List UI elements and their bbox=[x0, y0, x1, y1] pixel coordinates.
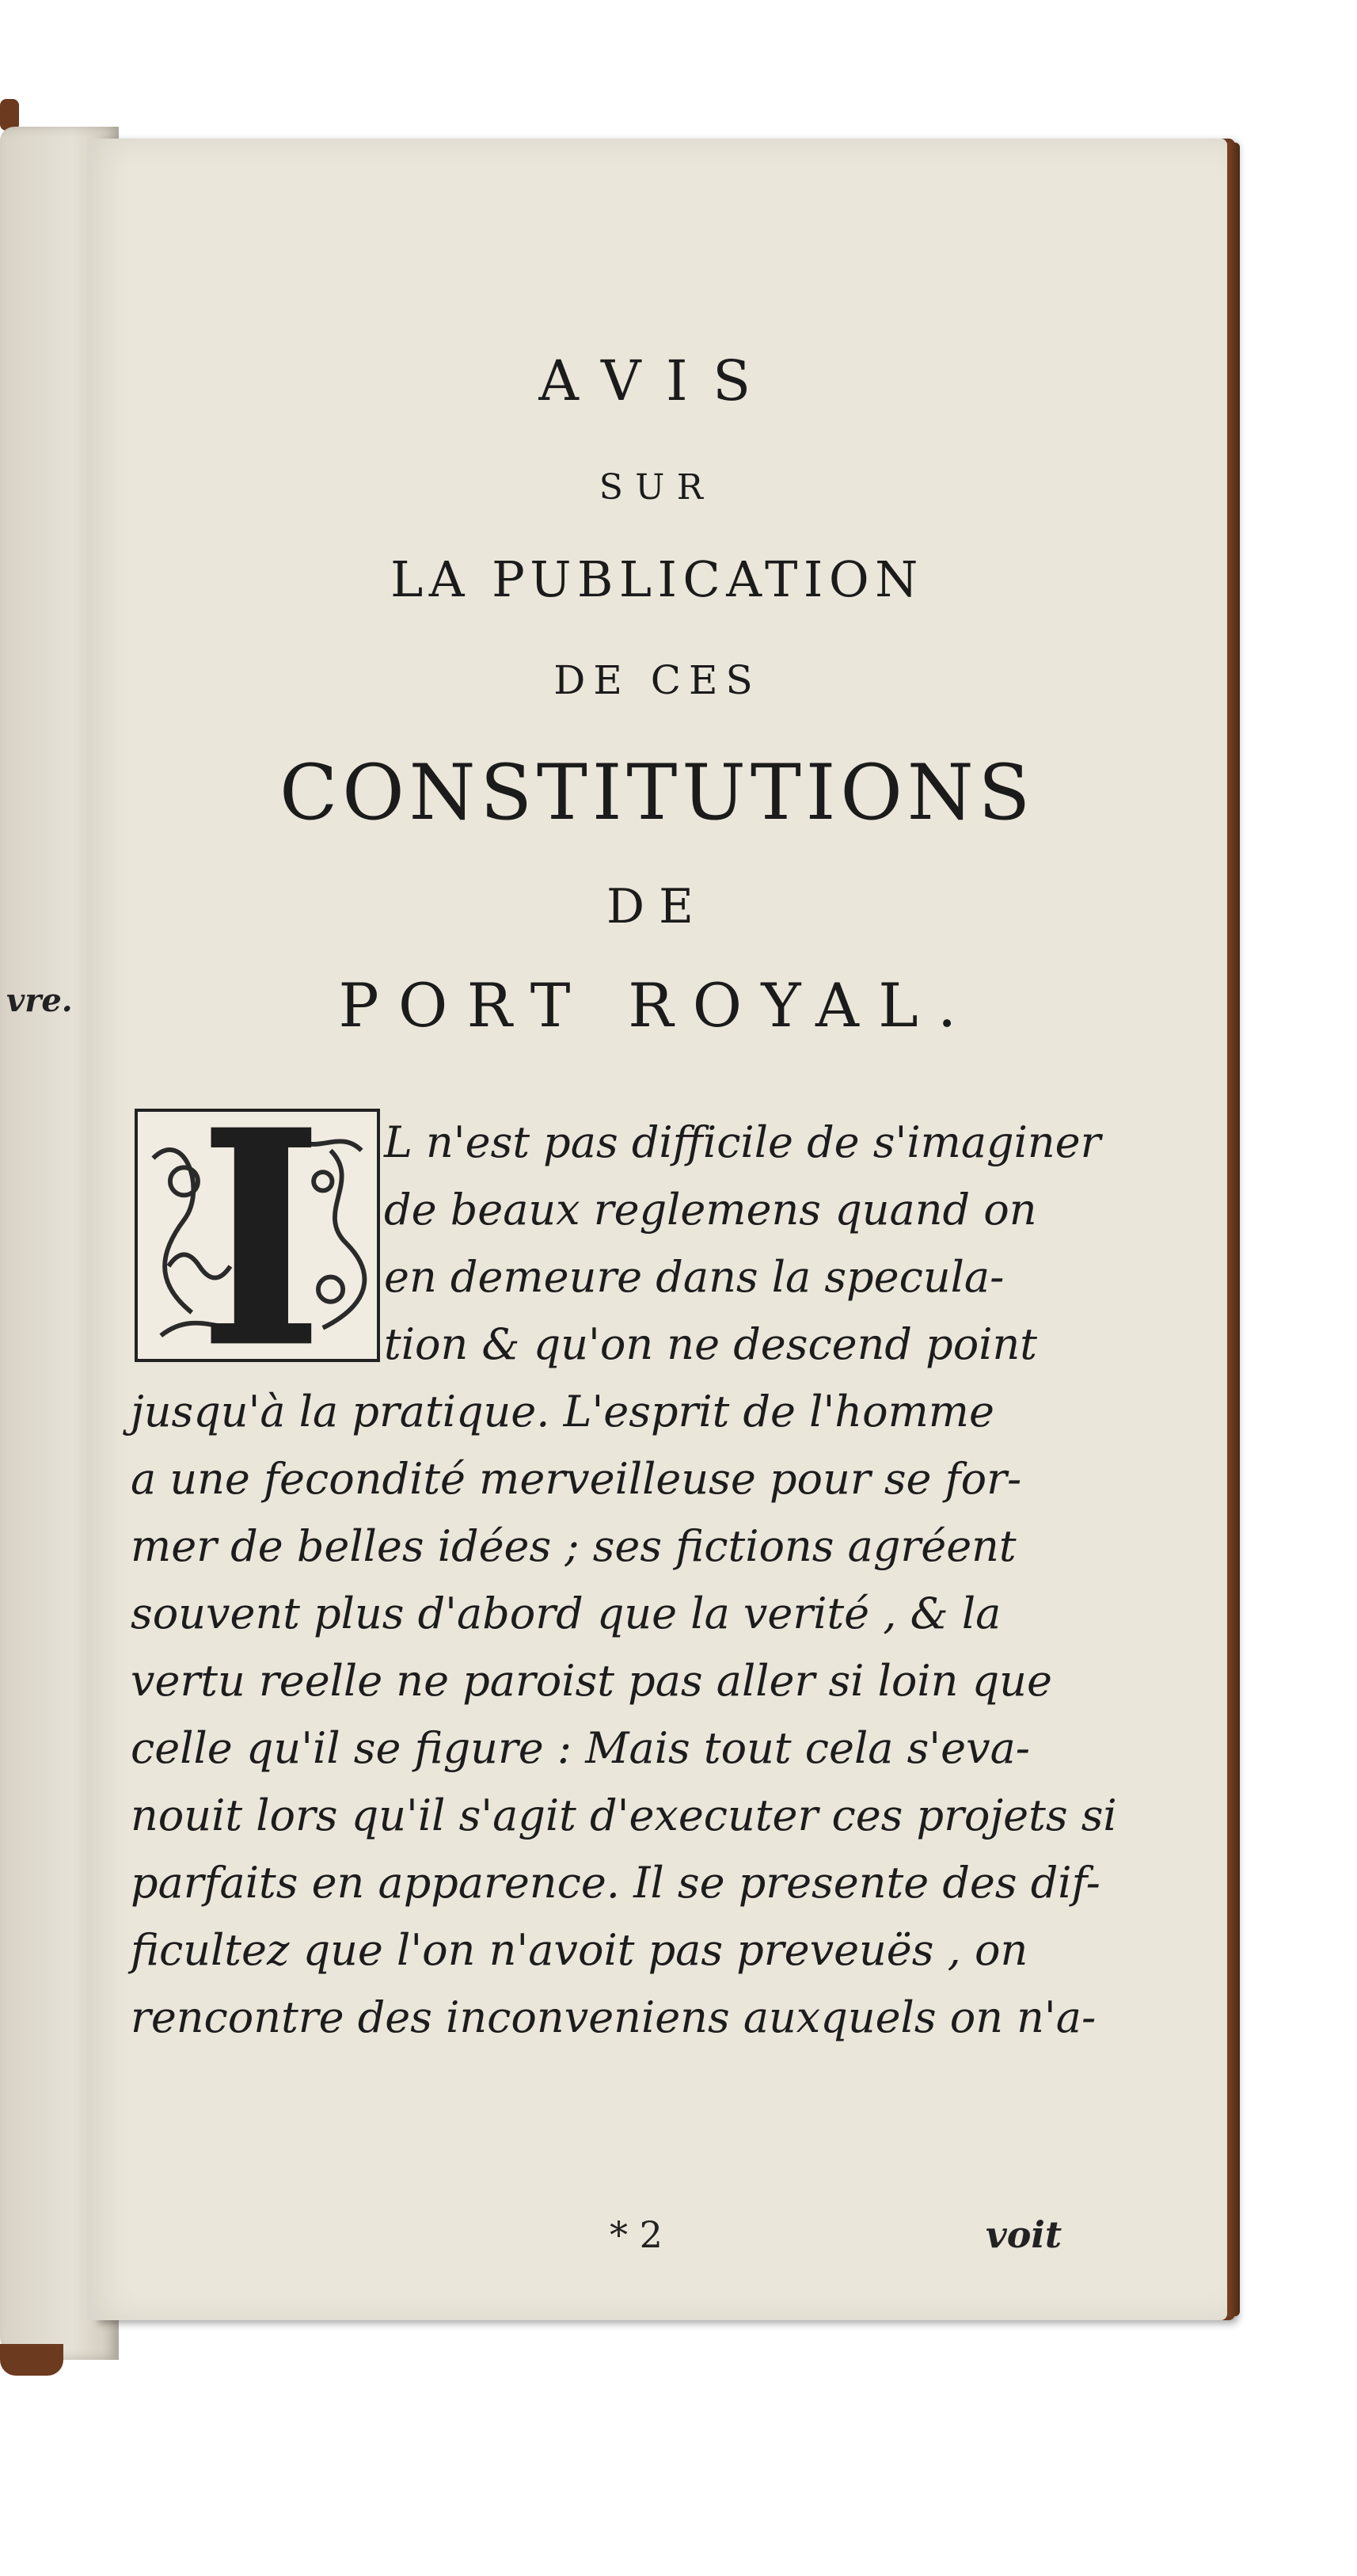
binding-bottom bbox=[0, 2344, 63, 2376]
body-line: mer de belles idées ; ses fictions agréent bbox=[131, 1521, 1017, 1571]
title-de-ces: DE CES bbox=[553, 657, 761, 703]
body-line: en demeure dans la specula- bbox=[384, 1252, 1005, 1302]
binding-top bbox=[0, 99, 19, 131]
body-line: jusqu'à la pratique. L'esprit de l'homme bbox=[131, 1387, 994, 1436]
left-page-fragment: vre. bbox=[6, 982, 73, 1019]
page-edge bbox=[1227, 143, 1240, 2316]
title-avis: AVIS bbox=[538, 348, 776, 413]
ornament-icon bbox=[138, 1112, 377, 1359]
body-line: de beaux reglemens quand on bbox=[384, 1185, 1037, 1235]
title-publication: LA PUBLICATION bbox=[390, 550, 924, 608]
book-page bbox=[87, 139, 1227, 2320]
catchword: voit bbox=[986, 2213, 1062, 2256]
body-line: L n'est pas difficile de s'imaginer bbox=[384, 1117, 1101, 1167]
title-de: DE bbox=[606, 879, 708, 934]
title-sur: SUR bbox=[599, 467, 716, 508]
body-line: tion & qu'on ne descend point bbox=[384, 1319, 1037, 1369]
body-line: nouit lors qu'il s'agit d'executer ces projets si bbox=[131, 1790, 1117, 1840]
body-line: vertu reelle ne paroist pas aller si loin que bbox=[131, 1656, 1052, 1706]
title-constitutions: CONSTITUTIONS bbox=[279, 748, 1036, 837]
decorated-initial-i bbox=[135, 1109, 380, 1362]
body-line: celle qu'il se figure : Mais tout cela s'eva- bbox=[131, 1723, 1031, 1773]
title-port-royal: PORT ROYAL. bbox=[338, 970, 976, 1041]
body-line: a une fecondité merveilleuse pour se for- bbox=[131, 1454, 1022, 1504]
body-line: parfaits en apparence. Il se presente des dif- bbox=[131, 1858, 1100, 1908]
body-line: souvent plus d'abord que la verité , & la bbox=[131, 1589, 1002, 1638]
body-line: rencontre des inconveniens auxquels on n'a- bbox=[131, 1992, 1097, 2042]
signature-mark: * 2 bbox=[610, 2213, 663, 2256]
body-line: ficultez que l'on n'avoit pas preveuës , on bbox=[131, 1925, 1028, 1975]
